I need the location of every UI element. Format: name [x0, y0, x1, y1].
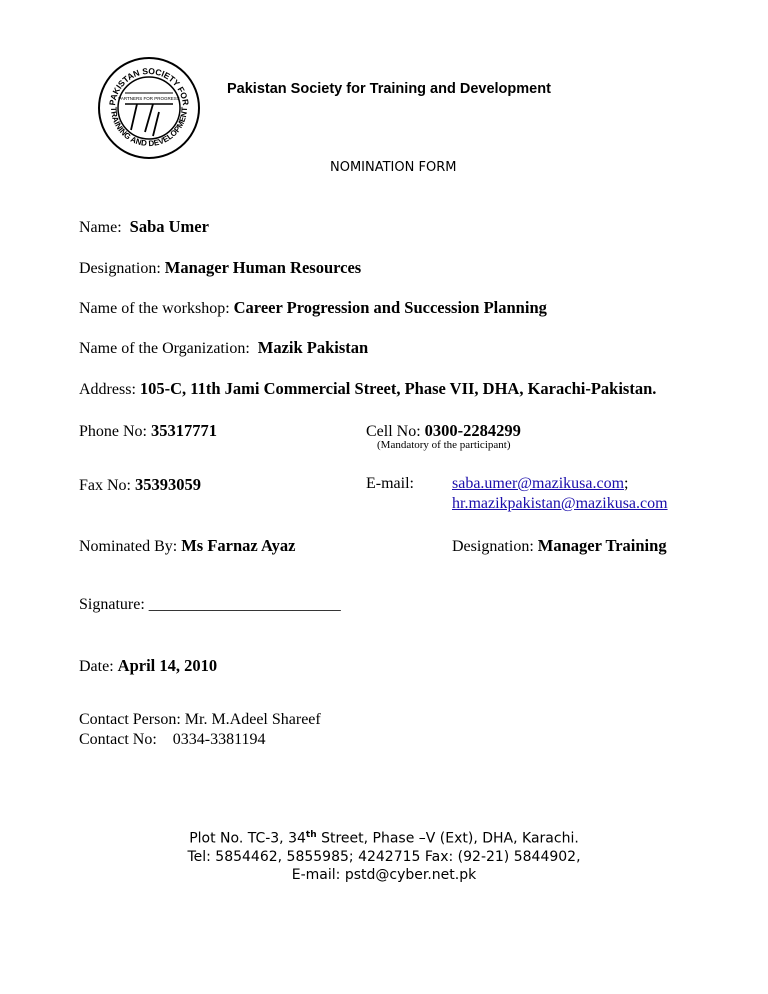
name-row	[79, 217, 209, 237]
form-title: NOMINATION FORM	[330, 160, 457, 175]
organization-title: Pakistan Society for Training and Development	[227, 81, 551, 97]
email-label: E-mail:	[366, 475, 414, 492]
email-line-2	[452, 495, 668, 513]
workshop-row	[79, 298, 547, 318]
designation-value: Manager Human Resources	[164, 258, 362, 277]
contact-no-row	[79, 731, 266, 749]
organization-value: Mazik Pakistan	[257, 338, 369, 357]
fax-value: 35393059	[135, 475, 201, 494]
cell-note: (Mandatory of the participant)	[377, 439, 511, 451]
designation-label: Designation:	[79, 260, 161, 277]
name-value: Saba Umer	[129, 217, 209, 236]
phone-value: 35317771	[151, 421, 217, 440]
phone-label: Phone No:	[79, 423, 147, 440]
nominator-designation-value: Manager Training	[537, 536, 667, 555]
footer-address: Plot No. TC-3, 34th Street, Phase –V (Ext), DHA, Karachi.	[189, 830, 579, 847]
pstd-logo	[97, 56, 201, 160]
organization-row	[79, 338, 368, 358]
fax-label: Fax No:	[79, 477, 131, 494]
email-link-2[interactable]: hr.mazikpakistan@mazikusa.com	[452, 495, 668, 512]
contact-person-label: Contact Person:	[79, 711, 181, 728]
date-label: Date:	[79, 658, 114, 675]
address-value: 105-C, 11th Jami Commercial Street, Phase VII, DHA, Karachi-Pakistan.	[139, 379, 657, 398]
signature-line: ________________________	[148, 596, 341, 613]
nominated-by-value: Ms Farnaz Ayaz	[181, 536, 296, 555]
nominated-by-label: Nominated By:	[79, 538, 178, 555]
organization-label: Name of the Organization:	[79, 340, 250, 357]
cell-value: 0300-2284299	[424, 421, 521, 440]
contact-person-row	[79, 711, 321, 729]
logo-top-text: PAKISTAN SOCIETY FOR	[107, 65, 191, 107]
cell-label: Cell No:	[366, 423, 421, 440]
contact-person-value: Mr. M.Adeel Shareef	[184, 711, 321, 728]
footer-phone: Tel: 5854462, 5855985; 4242715 Fax: (92-21) 5844902,	[187, 849, 581, 865]
nominator-designation-label: Designation:	[452, 538, 534, 555]
phone-row	[79, 421, 217, 441]
logo-bottom-text: TRAINING AND DEVELOPMENT	[108, 106, 190, 149]
footer-email: E-mail: pstd@cyber.net.pk	[291, 867, 477, 883]
nominator-designation-row	[452, 536, 667, 556]
address-label: Address:	[79, 381, 136, 398]
email-line-1	[452, 475, 628, 493]
name-label: Name:	[79, 219, 122, 236]
contact-no-label: Contact No:	[79, 731, 157, 748]
signature-label: Signature:	[79, 596, 145, 613]
email-separator: ;	[624, 475, 629, 492]
email-link-1[interactable]: saba.umer@mazikusa.com	[452, 475, 625, 492]
signature-row	[79, 596, 341, 614]
date-value: April 14, 2010	[117, 656, 218, 675]
nominated-by-row	[79, 536, 295, 556]
cell-row	[366, 421, 521, 441]
workshop-value: Career Progression and Succession Planning	[233, 298, 547, 317]
date-row	[79, 656, 217, 676]
contact-no-value: 0334-3381194	[172, 731, 266, 748]
logo-inner-text: PARTNERS FOR PROGRESS	[118, 96, 180, 101]
workshop-label: Name of the workshop:	[79, 300, 230, 317]
designation-row	[79, 258, 361, 278]
fax-row	[79, 475, 201, 495]
address-row	[79, 379, 656, 399]
